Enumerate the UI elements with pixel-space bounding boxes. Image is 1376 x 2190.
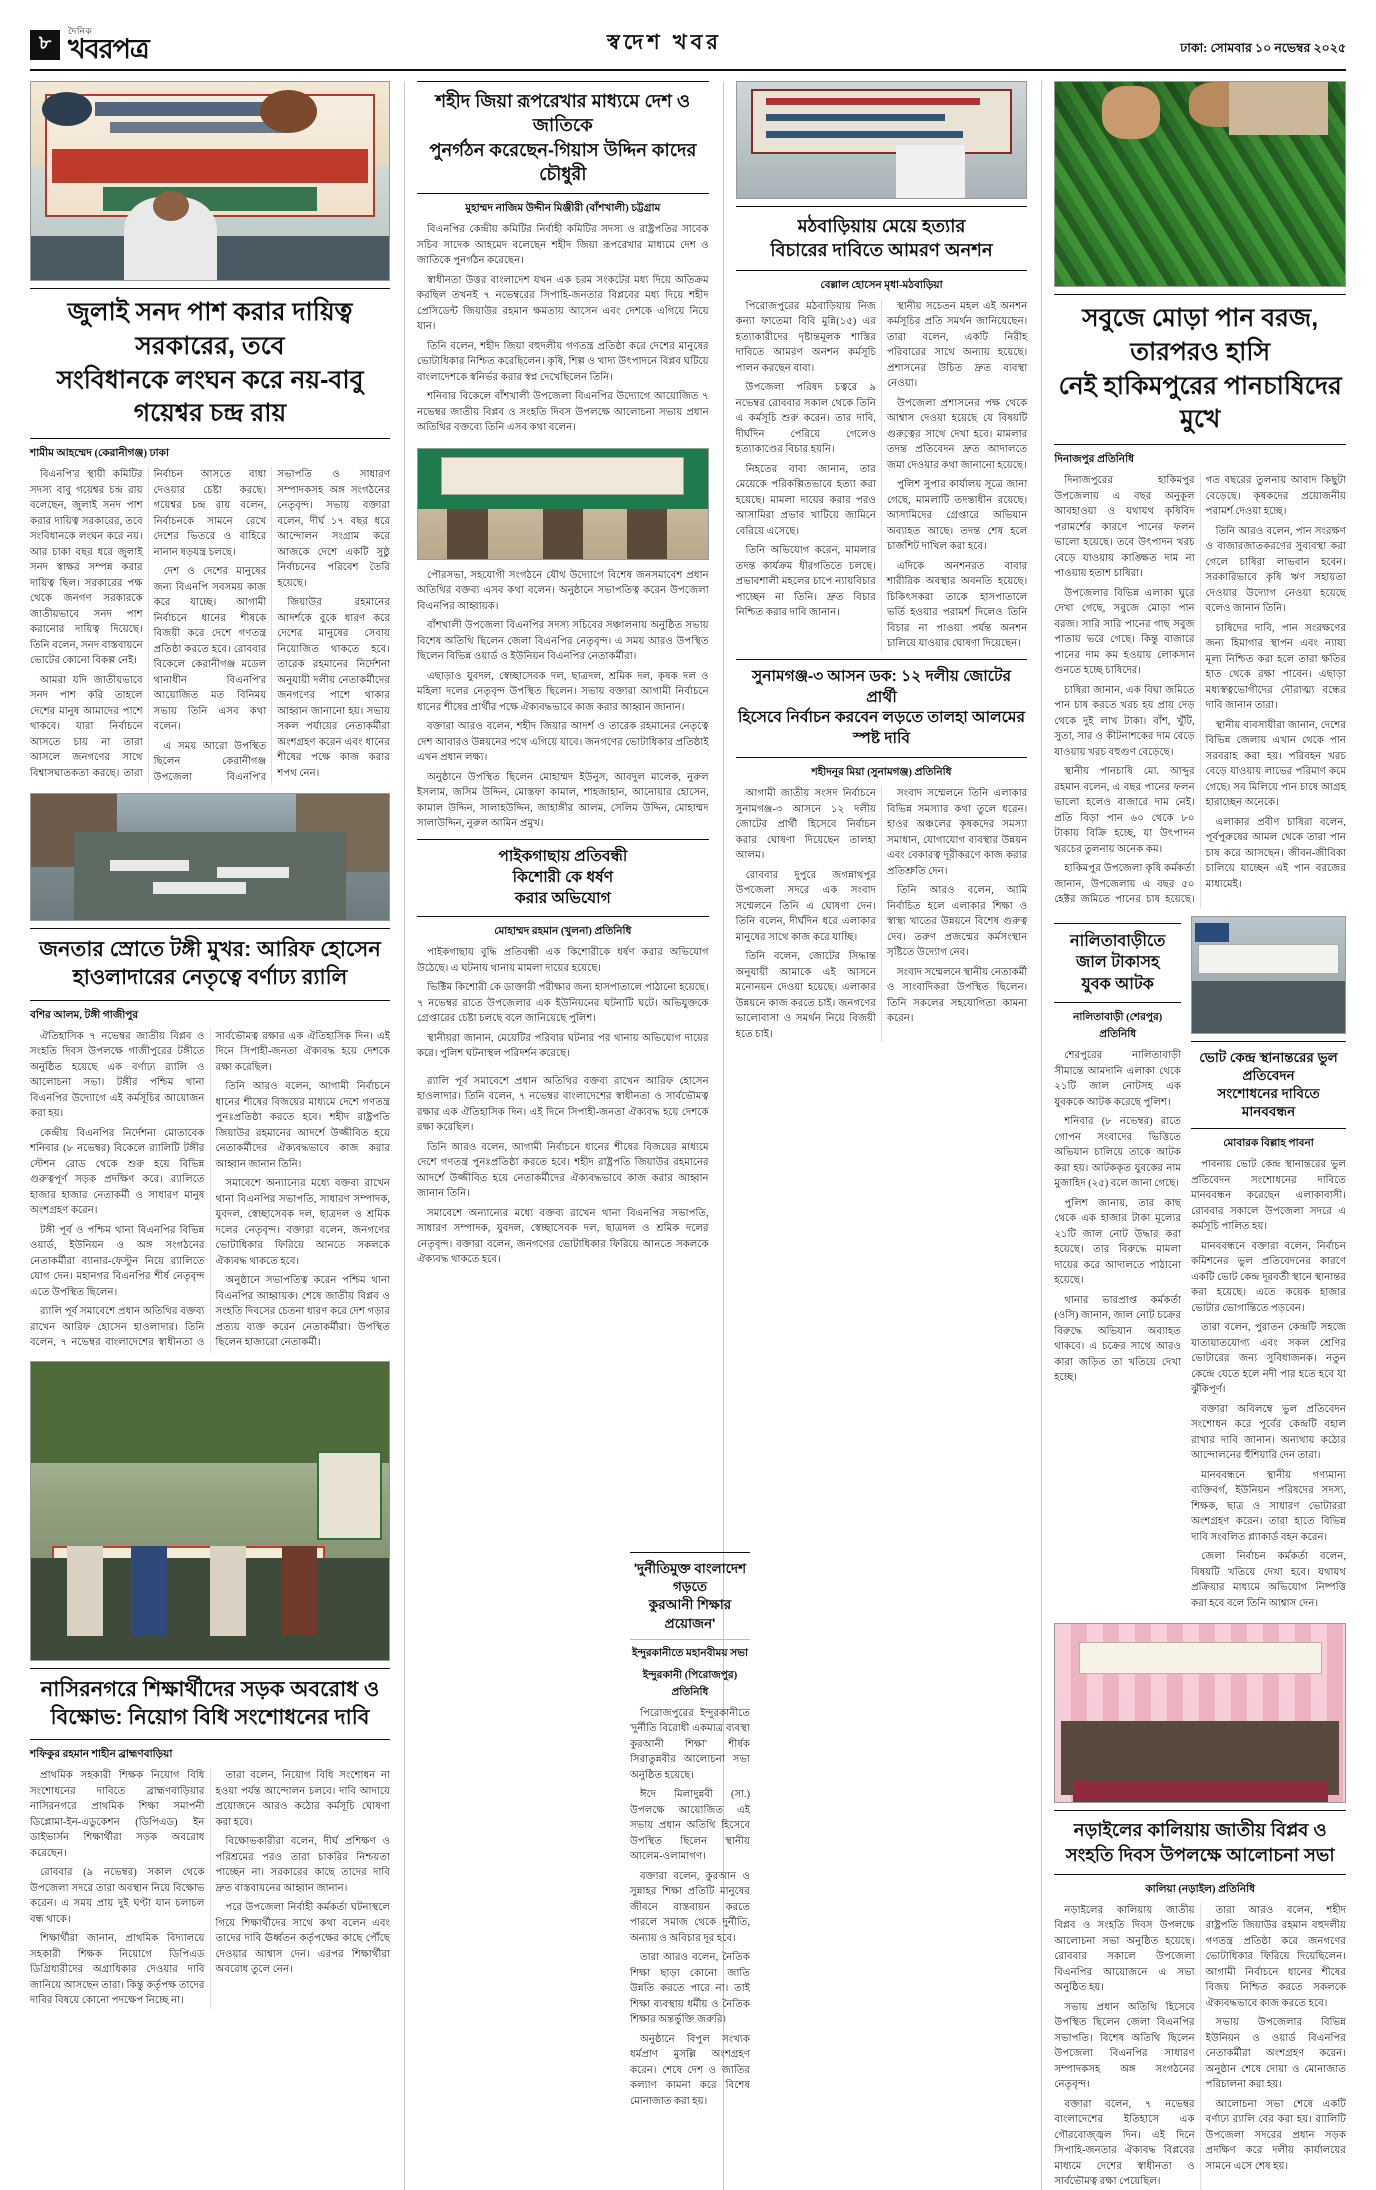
rally-body: ঐতিহাসিক ৭ নভেম্বর জাতীয় বিপ্লব ও সংহতি দিবস উপলক্ষে গাজীপুরের টঙ্গীতে অনুষ্ঠিত হয়েছে এক বর্ণাঢ্য র‌্যালি ও আলোচনা সভা। টঙ্গীর পশ্চিম থানা বিএনপির উদ্যোগে এই কর্মসূচির আয়োজন করা হয়। কেন্দ্রীয় বিএনপির নির্দেশনা মোতাবেক শনিবার (৮ নভেম্বর) বিকেলে র‌্যালিটি টঙ্গীর স্টেশন রোড থেকে শুরু হয়ে বিভিন্ন গুরুত্বপূর্ণ সড়ক প্রদক্ষিণ করে। র‌্যালিতে হাজার হাজার নেতাকর্মী ও সাধারণ মানুষ অংশগ্রহণ করেন। টঙ্গী পূর্ব ও পশ্চিম থানা বিএনপির বিভিন্ন ওয়ার্ড, ইউনিয়ন ও অঙ্গ সংগঠনের নেতাকর্মীরা ব্যানার-ফেস্টুন নিয়ে র‌্যালিতে যোগ দেন। মহানগর বিএনপির শীর্ষ নেতৃবৃন্দ এতে উপস্থিত ছিলেন। র‌্যালি পূর্ব সমাবেশে প্রধান অতিথির বক্তব্য রাখেন আরিফ হোসেন হাওলাদার। তিনি বলেন, ৭ নভেম্বর বাংলাদেশের স্বাধীনতা ও সার্বভৌমত্ব রক্ষার এক ঐতিহাসিক দিন। এই দিনে সিপাহী-জনতা ঐক্যবদ্ধ হয়ে দেশকে রক্ষা করেছিল। তিনি আরও বলেন, আগামী নির্বাচনে ধানের শীষের বিজয়ের মাধ্যমে দেশে গণতন্ত্র পুনঃপ্রতিষ্ঠা করতে হবে। শহীদ রাষ্ট্রপতি জিয়াউর রহমানের আদর্শে উজ্জীবিত হয়ে নেতাকর্মীদের ঐক্যবদ্ধভাবে কাজ করার আহ্বান জানান তিনি। সমাবেশে অন্যান্যের মধ্যে বক্তব্য রাখেন থানা বিএনপির সভাপতি, সাধারণ সম্পাদক, যুবদল, স্বেচ্ছাসেবক দল, ছাত্রদল ও শ্রমিক দলের নেতৃবৃন্দ। বক্তারা বলেন, জনগণের ভোটাধিকার ফিরিয়ে আনতে সকলকে ঐক্যবদ্ধ থাকতে হবে। অনুষ্ঠানে সভাপতিত্ব করেন পশ্চিম থানা বিএনপির আহ্বায়ক। শেষে জাতীয় বিপ্লব ও সংহতি দিবসের চেতনা ধারণ করে দেশ গড়ার প্রত্যয় ব্যক্ত করেন নেতাকর্মীরা। উপস্থিত ছিলেন হাজারো নেতাকর্মী। xyxy=(30,1030,390,1349)
dateline: ঢাকা: সোমবার ১০ নভেম্বর ২০২৫ xyxy=(1180,41,1346,55)
nasirnagar-body: প্রাথমিক সহকারী শিক্ষক নিয়োগ বিধি সংশোধনের দাবিতে ব্রাহ্মণবাড়িয়ার নাসিরনগরে প্রাথমিক শিক্ষা সমাপনী ডিপ্লোমা-ইন-এডুকেশন (ডিপিএড) ইন ডাইভার্সন শিক্ষার্থীরা সড়ক অবরোধ করেছেন। রোববার (৯ নভেম্বর) সকাল থেকে উপজেলা সদরে তারা অবস্থান নিয়ে বিক্ষোভ করেন। এ সময় প্রায় দুই ঘণ্টা যান চলাচল বন্ধ থাকে। শিক্ষার্থীরা জানান, প্রাথমিক বিদ্যালয়ে সহকারী শিক্ষক নিয়োগে ডিপিএড ডিগ্রিধারীদের অগ্রাধিকার দেওয়ার দাবি জানিয়ে আসছেন তারা। কিন্তু কর্তৃপক্ষ তাদের দাবির বিষয়ে কোনো পদক্ষেপ নিচ্ছে না। তারা বলেন, নিয়োগ বিধি সংশোধন না হওয়া পর্যন্ত আন্দোলন চলবে। দাবি আদায়ে প্রয়োজনে আরও কঠোর কর্মসূচি ঘোষণা করা হবে। বিক্ষোভকারীরা বলেন, দীর্ঘ প্রশিক্ষণ ও পরিশ্রমের পরও তারা চাকরির নিশ্চয়তা পাচ্ছেন না। সরকারের কাছে তাদের দাবি দ্রুত বাস্তবায়নের আহ্বান জানান। পরে উপজেলা নির্বাহী কর্মকর্তা ঘটনাস্থলে গিয়ে শিক্ষার্থীদের সাথে কথা বলেন এবং তাদের দাবি ঊর্ধ্বতন কর্তৃপক্ষের কাছে পৌঁছে দেওয়ার আশ্বাস দেন। এরপর শিক্ষার্থীরা অবরোধ তুলে নেন। xyxy=(30,1770,390,2007)
photo-notice-board xyxy=(736,81,1028,199)
narail-byline: কালিয়া (নড়াইল) প্রতিনিধি xyxy=(1145,1883,1255,1895)
zia-body-cont: পৌরসভা, সহযোগী সংগঠনে যৌথ উদ্যোগে বিশেষ জনসমাবেশ প্রধান অতিথির বক্তব্য এসব কথা বলেন। অনুষ্ঠানে সভাপতিত্ব করেন উপজেলা বিএনপির আহ্বায়ক। বাঁশখালী উপজেলা বিএনপির সদস্য সচিবের সঞ্চালনায় অনুষ্ঠিত সভায় বিশেষ অতিথি ছিলেন জেলা বিএনপির নেতৃবৃন্দ। এ সময় আরও উপস্থিত ছিলেন বিভিন্ন ওয়ার্ড ও ইউনিয়ন বিএনপির নেতাকর্মীরা। এছাড়াও যুবদল, স্বেচ্ছাসেবক দল, ছাত্রদল, শ্রমিক দল, কৃষক দল ও মহিলা দলের নেতৃবৃন্দ উপস্থিত ছিলেন। সভায় বক্তারা আগামী নির্বাচনে ধানের শীষের প্রার্থীর পক্ষে ঐক্যবদ্ধভাবে কাজ করার আহ্বান জানান। বক্তারা আরও বলেন, শহীদ জিয়ার আদর্শ ও তারেক রহমানের নেতৃত্বে দেশ আবারও উন্নয়নের পথে এগিয়ে যাবে। জনগণের ভোটাধিকার প্রতিষ্ঠাই এখন প্রধান লক্ষ্য। অনুষ্ঠানে উপস্থিত ছিলেন মোহাম্মদ ইউনুস, আবদুল মালেক, নুরুল ইসলাম, জসিম উদ্দিন, মোস্তফা কামাল, শাহজাহান, আনোয়ার হোসেন, কামাল উদ্দিন, সালাহউদ্দিন, জাহাঙ্গীর আলম, সেলিম উদ্দিন, মোহাম্মদ সালাউদ্দিন, নুরুল আমিন প্রমুখ। xyxy=(417,569,709,830)
eid-milad-article xyxy=(630,1545,750,2113)
vote-center-body: পাবনায় ভোট কেন্দ্র স্থানান্তরের ভুল প্রতিবেদন সংশোধনের দাবিতে মানববন্ধন করেছেন এলাকাবাসী। রোববার সকালে উপজেলা সদরে এ কর্মসূচি পালিত হয়। মানববন্ধনে বক্তারা বলেন, নির্বাচন কমিশনের ভুল প্রতিবেদনের কারণে একটি ভোট কেন্দ্র দূরবর্তী স্থানে স্থানান্তর করা হয়েছে। এতে কয়েক হাজার ভোটার ভোগান্তিতে পড়বেন। তারা বলেন, পুরাতন কেন্দ্রটি সহজে যাতায়াতযোগ্য এবং সকল শ্রেণির ভোটারের জন্য সুবিধাজনক। নতুন কেন্দ্রে যেতে হলে নদী পার হতে হবে যা ঝুঁকিপূর্ণ। বক্তারা অবিলম্বে ভুল প্রতিবেদন সংশোধন করে পূর্বের কেন্দ্রটি বহাল রাখার দাবি জানান। অন্যথায় কঠোর আন্দোলনের হুঁশিয়ারি দেন তারা। মানববন্ধনে স্থানীয় গণ্যমান্য ব্যক্তিবর্গ, ইউনিয়ন পরিষদের সদস্য, শিক্ষক, ছাত্র ও সাধারণ ভোটাররা অংশগ্রহণ করেন। তারা হাতে বিভিন্ন দাবি সংবলিত প্ল্যাকার্ড বহন করেন। জেলা নির্বাচন কর্মকর্তা বলেন, বিষয়টি খতিয়ে দেখা হবে। যথাযথ প্রক্রিয়ার মাধ্যমে অভিযোগ নিষ্পত্তি করা হবে বলে তিনি আশ্বাস দেন। xyxy=(1191,1159,1346,1609)
paikgacha-body-extra: র‌্যালি পূর্ব সমাবেশে প্রধান অতিথির বক্তব্য রাখেন আরিফ হোসেন হাওলাদার। তিনি বলেন, ৭ নভেম্বর বাংলাদেশের স্বাধীনতা ও সার্বভৌমত্ব রক্ষার এক ঐতিহাসিক দিন। এই দিনে সিপাহী-জনতা ঐক্যবদ্ধ হয়ে দেশকে রক্ষা করেছিল। তিনি আরও বলেন, আগামী নির্বাচনে ধানের শীষের বিজয়ের মাধ্যমে দেশে গণতন্ত্র পুনঃপ্রতিষ্ঠা করতে হবে। শহীদ রাষ্ট্রপতি জিয়াউর রহমানের আদর্শে উজ্জীবিত হয়ে নেতাকর্মীদের ঐক্যবদ্ধভাবে কাজ করার আহ্বান জানান তিনি। সমাবেশে অন্যান্যের মধ্যে বক্তব্য রাখেন থানা বিএনপির সভাপতি, সাধারণ সম্পাদক, যুবদল, স্বেচ্ছাসেবক দল, ছাত্রদল ও শ্রমিক দলের নেতৃবৃন্দ। বক্তারা বলেন, জনগণের ভোটাধিকার ফিরিয়ে আনতে সকলকে ঐক্যবদ্ধ থাকতে হবে। xyxy=(417,1075,709,1266)
mothbari-byline: বেল্লাল হোসেন মৃধা-মঠবাড়িয়া xyxy=(820,279,943,291)
paikgacha-headline: পাইকগাছায় প্রতিবন্ধী কিশোরী কে ধর্ষণ করার অভিযোগ xyxy=(498,847,628,907)
eid-milad-headline: 'দুর্নীতিমুক্ত বাংলাদেশ গড়তে কুরআনী শিক্ষার প্রয়োজন' xyxy=(633,1561,747,1631)
mothbari-headline: মঠবাড়িয়ায় মেয়ে হত্যার বিচারের দাবিতে আমরণ অনশন xyxy=(770,216,993,261)
pan-byline: দিনাজপুর প্রতিনিধি xyxy=(1054,454,1134,465)
nasirnagar-headline-line-1: নাসিরনগরে শিক্ষার্থীদের সড়ক অবরোধ ও xyxy=(40,1677,380,1701)
vote-center-byline: মোবারক বিল্লাহ পাবনা xyxy=(1223,1138,1314,1150)
vote-center-headline: ভোট কেন্দ্র স্থানান্তরের ভুল প্রতিবেদন সংশোধনের দাবিতে মানববন্ধন xyxy=(1199,1049,1338,1120)
page-number: ৮ xyxy=(30,30,60,60)
nasirnagar-headline xyxy=(30,1676,390,1733)
photo-tongi-rally xyxy=(30,793,390,921)
photo-manobbandhan xyxy=(1191,916,1346,1034)
rally-headline-line-1: জনতার স্রোতে টঙ্গী মুখর: আরিফ হোসেন xyxy=(39,938,381,961)
zia-headline-line-1: শহীদ জিয়া রূপরেখার মাধ্যমে দেশ ও জাতিকে xyxy=(435,91,691,136)
narail-body: নড়াইলের কালিয়ায় জাতীয় বিপ্লব ও সংহতি দিবস উপলক্ষে আলোচনা সভা অনুষ্ঠিত হয়েছে। রোববার সকালে উপজেলা বিএনপির আয়োজনে এ সভা অনুষ্ঠিত হয়। সভায় প্রধান অতিথি হিসেবে উপস্থিত ছিলেন জেলা বিএনপির সভাপতি। বিশেষ অতিথি ছিলেন উপজেলা বিএনপির সাধারণ সম্পাদকসহ অঙ্গ সংগঠনের নেতৃবৃন্দ। বক্তারা বলেন, ৭ নভেম্বর বাংলাদেশের ইতিহাসে এক গৌরবোজ্জ্বল দিন। এই দিনে সিপাহি-জনতার ঐক্যবদ্ধ বিপ্লবের মাধ্যমে দেশের স্বাধীনতা ও সার্বভৌমত্ব রক্ষা পেয়েছিল। তারা আরও বলেন, শহীদ রাষ্ট্রপতি জিয়াউর রহমান বহুদলীয় গণতন্ত্র প্রতিষ্ঠা করে জনগণের ভোটাধিকার ফিরিয়ে দিয়েছিলেন। আগামী নির্বাচনে ধানের শীষের বিজয় নিশ্চিত করতে সকলকে ঐক্যবদ্ধভাবে কাজ করতে হবে। সভায় উপজেলার বিভিন্ন ইউনিয়ন ও ওয়ার্ড বিএনপির নেতাকর্মীরা অংশগ্রহণ করেন। অনুষ্ঠান শেষে দোয়া ও মোনাজাত পরিচালনা করা হয়। আলোচনা সভা শেষে একটি বর্ণাঢ্য র‌্যালি বের করা হয়। র‌্যালিটি উপজেলা সদরের প্রধান সড়ক প্রদক্ষিণ করে দলীয় কার্যালয়ের সামনে এসে শেষ হয়। xyxy=(1054,1904,1346,2188)
nalitabari-byline: নালিতাবাড়ী (শেরপুর) প্রতিনিধি xyxy=(1073,1012,1163,1041)
sunamganj-byline: শহীদনূর মিয়া (সুনামগঞ্জ) প্রতিনিধি xyxy=(811,767,952,779)
nalitabari-and-photo xyxy=(1054,916,1346,1616)
photo-kaliya-meeting xyxy=(1054,1623,1346,1803)
eid-milad-body: পিরোজপুরের ইন্দুরকানীতে 'দুর্নীতি বিরোধী একমাত্র ব্যবস্থা কুরআনী শিক্ষা' শীর্ষক সিরাতুন্নবীর আলোচনা সভা অনুষ্ঠিত হয়েছে। ঈদে মিলাদুন্নবী (সা.) উপলক্ষে আয়োজিত এই সভায় প্রধান অতিথি হিসেবে উপস্থিত ছিলেন স্থানীয় আলেম-ওলামাগণ। বক্তারা বলেন, কুরআন ও সুন্নাহর শিক্ষা প্রতিটি মানুষের জীবনে বাস্তবায়ন করতে পারলে সমাজ থেকে দুর্নীতি, অন্যায় ও অবিচার দূর হবে। তারা আরও বলেন, নৈতিক শিক্ষা ছাড়া কোনো জাতি উন্নতি করতে পারে না। তাই শিক্ষা ব্যবস্থায় ধর্মীয় ও নৈতিক শিক্ষার অন্তর্ভুক্তি জরুরি। অনুষ্ঠানে বিপুল সংখ্যক ধর্মপ্রাণ মুসল্লি অংশগ্রহণ করেন। শেষে দেশ ও জাতির কল্যাণ কামনা করে বিশেষ মোনাজাত করা হয়। xyxy=(630,1707,750,2107)
masthead-left xyxy=(30,27,149,63)
sunamganj-headline: সুনামগঞ্জ-৩ আসন ডক: ১২ দলীয় জোটের প্রার্থী হিসেবে নির্বাচন করবেন লড়তে তালহা আলমের স্পষ্ট দাবি xyxy=(737,667,1026,748)
nalitabari-headline: নালিতাবাড়ীতে জাল টাকাসহ যুবক আটক xyxy=(1070,932,1166,993)
pan-body: দিনাজপুরের হাকিমপুর উপজেলায় এ বছর অনুকূল আবহাওয়া ও যথাযথ কৃষিবিদ পরামর্শের কারণে পানের ফলন ভালো হয়েছে। তবে উৎপাদন খরচ বেড়ে যাওয়ায় কাঙ্ক্ষিত দাম না পাওয়ায় হতাশ চাষিরা। উপজেলার বিভিন্ন এলাকা ঘুরে দেখা গেছে, সবুজে মোড়া পান বরজ। সারি সারি পানের গাছ সবুজ পাতায় ভরে গেছে। কিন্তু বাজারে পানের দাম কম হওয়ায় লোকসান গুনতে হচ্ছে চাষিদের। চাষিরা জানান, এক বিঘা জমিতে পান চাষ করতে খরচ হয় প্রায় দেড় থেকে দুই লাখ টাকা। বাঁশ, খুঁটি, সুতা, সার ও কীটনাশকের দাম বেড়ে যাওয়ায় খরচ বহুগুণ বেড়েছে। স্থানীয় পানচাষি মো. আব্দুর রহমান বলেন, এ বছর পানের ফলন ভালো হলেও বাজারে দাম নেই। প্রতি বিড়া পান ৬০ থেকে ৮০ টাকায় বিক্রি হচ্ছে, যা উৎপাদন খরচের তুলনায় অনেক কম। হাকিমপুর উপজেলা কৃষি কর্মকর্তা জানান, উপজেলায় এ বছর ৫০ হেক্টর জমিতে পানের চাষ হয়েছে। গত বছরের তুলনায় আবাদ কিছুটা বেড়েছে। কৃষকদের প্রয়োজনীয় পরামর্শ দেওয়া হচ্ছে। তিনি আরও বলেন, পান সংরক্ষণ ও বাজারজাতকরণের সুব্যবস্থা করা গেলে চাষিরা লাভবান হবেন। সরকারিভাবে কৃষি ঋণ সহায়তা দেওয়ার উদ্যোগ নেওয়া হয়েছে বলেও জানান তিনি। চাষিদের দাবি, পান সংরক্ষণের জন্য হিমাগার স্থাপন এবং ন্যায্য মূল্য নিশ্চিত করা হলে তারা ক্ষতির হাত থেকে রক্ষা পাবেন। এছাড়া মধ্যস্বত্বভোগীদের দৌরাত্ম্য বন্ধের দাবি জানান তারা। স্থানীয় ব্যবসায়ীরা জানান, দেশের বিভিন্ন জেলায় এখান থেকে পান সরবরাহ করা হয়। পরিবহন খরচ বেড়ে যাওয়ায় লাভের পরিমাণ কমে গেছে। সব মিলিয়ে পান চাষে আগ্রহ হারাচ্ছেন অনেকে। এলাকার প্রবীণ চাষিরা বলেন, পূর্বপুরুষের আমল থেকে তারা পান চাষ করে আসছেন। জীবন-জীবিকা চালিয়ে যাচ্ছেন এই পান বরজের মাধ্যমেই। xyxy=(1054,475,1346,905)
lead-byline: শামীম আহম্মেদ (কেরানীগঞ্জ) ঢাকা xyxy=(30,448,170,459)
paikgacha-byline: মোহাম্মদ রহমান (খুলনা) প্রতিনিধি xyxy=(494,926,632,938)
rally-headline-line-2: হাওলাদারের নেতৃত্বে বর্ণাঢ্য র‌্যালি xyxy=(72,966,348,990)
narail-headline: নড়াইলের কালিয়ায় জাতীয় বিপ্লব ও সংহতি দিবস উপলক্ষে আলোচনা সভা xyxy=(1065,1820,1335,1865)
nalitabari-body: শেরপুরের নালিতাবাড়ী সীমান্তে আমদানি এলাকা থেকে ২১টি জাল নোটসহ এক যুবককে আটক করেছে পুলিশ। শনিবার (৮ নভেম্বর) রাতে গোপন সংবাদের ভিত্তিতে অভিযান চালিয়ে তাকে আটক করা হয়। আটককৃত যুবকের নাম মুজাহিদ (২৫) বলে জানা গেছে। পুলিশ জানায়, তার কাছ থেকে এক হাজার টাকা মূল্যের ২১টি জাল নোট উদ্ধার করা হয়েছে। তার বিরুদ্ধে মামলা দায়ের করে আদালতে পাঠানো হয়েছে। থানার ভারপ্রাপ্ত কর্মকর্তা (ওসি) জানান, জাল নোট চক্রের বিরুদ্ধে অভিযান অব্যাহত থাকবে। এ চক্রের সাথে আরও কারা জড়িত তা খতিয়ে দেখা হচ্ছে। xyxy=(1054,1050,1182,1384)
rally-byline: বশির আলম, টঙ্গী গাজীপুর xyxy=(30,1009,139,1021)
nasirnagar-byline: শফিকুর রহমান শাহীন ব্রাহ্মণবাড়িয়া xyxy=(30,1749,173,1761)
lead-headline xyxy=(30,296,390,431)
paper-logo xyxy=(68,27,149,63)
pan-headline: সবুজে মোড়া পান বরজ, তারপরও হাসি নেই হাকিমপুরের পানচাষিদের মুখে xyxy=(1058,304,1342,434)
photo-banshkhali-meeting xyxy=(417,448,709,560)
section-title: স্বদেশ খবর xyxy=(606,30,722,54)
column-1 xyxy=(30,81,390,2190)
nalitabari-article xyxy=(1054,916,1181,1616)
lead-body: বিএনপি'র স্থায়ী কমিটির সদস্য বাবু গয়েশ্বর চন্দ্র রায় বলেছেন, জুলাই সনদ পাশ করার দায়িত্ব সরকারের, তবে সংবিধানকে লংঘন করে নয়। আর চাকা বছর ধরে জুলাই সনদ স্বাক্ষর সম্পন্ন করার দায়িত্ব ছিল। সরকারের পক্ষ থেকে জনগণ সরকারকে জাতীয়ভাবে সনদ পাশ করানোর দায়িত্ব দিয়েছে। তিনি বলেন, সনদ বাস্তবায়নে ভোটের কোনো বিকল্প নেই। আমরা যদি জাতীয়ভাবে সনদ পাশ করি তাহলে দেশের মানুষ আমাদের পাশে থাকবে। যারা নির্বাচনে আসতে চায় না তারা আসলে জনগণের সাথে বিশ্বাসঘাতকতা করছে। তারা নির্বাচন আসতে বাধা দেওয়ার চেষ্টা করছে। গয়েশ্বর চন্দ্র রায় বলেন, নির্বাচনকে সামনে রেখে দেশের ভিতরে ও বাহিরে নানান ষড়যন্ত্র চলছে। দেশ ও দেশের মানুষের জন্য বিএনপি সবসময় কাজ করে যাচ্ছে। আগামী নির্বাচনে ধানের শীষকে বিজয়ী করে দেশে গণতন্ত্র প্রতিষ্ঠা করতে হবে। রোববার বিকেলে কেরানীগঞ্জ মডেল থানাধীন বিএনপি'র আয়োজিত মত বিনিময় সভায় তিনি এসব কথা বলেন। এ সময় আরো উপস্থিত ছিলেন কেরানীগঞ্জ উপজেলা বিএনপি'র সভাপতি ও সাধারণ সম্পাদকসহ অঙ্গ সংগঠনের নেতৃবৃন্দ। সভায় বক্তারা বলেন, দীর্ঘ ১৭ বছর ধরে আন্দোলন সংগ্রাম করে আজকে দেশে একটি সুষ্ঠু নির্বাচনের পরিবেশ তৈরি হয়েছে। জিয়াউর রহমানের আদর্শকে বুকে ধারণ করে দেশের মানুষের সেবায় নিয়োজিত থাকতে হবে। তারেক রহমানের নির্দেশনা অনুযায়ী দলীয় নেতাকর্মীদের জনগণের পাশে থাকার আহ্বান জানানো হয়। সভায় সকল পর্যায়ের নেতাকর্মীরা অংশগ্রহণ করেন এবং ধানের শীষের পক্ষে কাজ করার শপথ নেন। xyxy=(30,469,390,783)
zia-body: বিএনপির কেন্দ্রীয় কমিটির নির্বাহী কমিটির সদস্য ও রাষ্ট্রপতির সাবেক সচিব সাদেক আহমেদ বলেছেন শহীদ জিয়া রূপরেখার মাধ্যমে দেশ ও জাতিকে পুনর্গঠন করেছেন। স্বাধীনতা উত্তর বাংলাদেশ যখন এক চরম সংকটের মধ্য দিয়ে অতিক্রম করছিল তখনই ৭ নভেম্বরের সিপাহি-জনতার বিপ্লবের মধ্য দিয়ে শহীদ প্রেসিডেন্ট জিয়াউর রহমান ক্ষমতায় আসেন এবং দেশকে এগিয়ে নিয়ে যান। তিনি বলেন, শহীদ জিয়া বহুদলীয় গণতন্ত্র প্রতিষ্ঠা করে দেশের মানুষের ভোটাধিকার নিশ্চিত করেছিলেন। কৃষি, শিল্প ও খাদ্য উৎপাদনে বিপ্লব ঘটিয়ে বাংলাদেশকে স্বনির্ভর করার স্বপ্ন দেখেছিলেন তিনি। শনিবার বিকেলে বাঁশখালী উপজেলা বিএনপির উদ্যোগে আয়োজিত ৭ নভেম্বর জাতীয় বিপ্লব ও সংহতি দিবস উপলক্ষে আলোচনা সভায় প্রধান অতিথির বক্তব্যে তিনি এসব কথা বলেন। xyxy=(417,224,709,434)
zia-headline xyxy=(417,89,709,186)
eid-milad-byline: ইন্দুরকানী (পিরোজপুর) প্রতিনিধি xyxy=(642,1669,738,1698)
photo-gayeshwar-meeting xyxy=(30,81,390,281)
column-3 xyxy=(723,81,1028,2190)
masthead xyxy=(30,26,1346,71)
lead-headline-line-2: সংবিধানকে লংঘন করে নয়-বাবু গয়েশ্বর চন্দ্র রায় xyxy=(56,365,364,428)
eid-milad-subhead: ইন্দুরকানীতে মহানবীময় সভা xyxy=(632,1647,748,1659)
column-4 xyxy=(1041,81,1346,2190)
lead-headline-line-1: জুলাই সনদ পাশ করার দায়িত্ব সরকারের, তবে xyxy=(67,298,353,360)
manobbandhan-block xyxy=(1191,916,1346,1616)
paper-kicker: দৈনিক xyxy=(68,26,93,36)
sunamganj-body: আগামী জাতীয় সংসদ নির্বাচনে সুনামগঞ্জ-৩ আসনে ১২ দলীয় জোটের প্রার্থী হিসেবে নির্বাচন করার ঘোষণা দিয়েছেন তালহা আলম। রোববার দুপুরে জগন্নাথপুর উপজেলা সদরে এক সংবাদ সম্মেলনে তিনি এ ঘোষণা দেন। তিনি বলেন, দীর্ঘদিন ধরে এলাকার মানুষের সাথে কাজ করে যাচ্ছি। তিনি বলেন, জোটের সিদ্ধান্ত অনুযায়ী আমাকে এই আসনে মনোনয়ন দেওয়া হয়েছে। এলাকার উন্নয়নে কাজ করতে চাই। জনগণের ভালোবাসা ও সমর্থন নিয়ে বিজয়ী হতে চাই। সংবাদ সম্মেলনে তিনি এলাকার বিভিন্ন সমস্যার কথা তুলে ধরেন। হাওর অঞ্চলের কৃষকদের সমস্যা সমাধান, যোগাযোগ ব্যবস্থার উন্নয়ন এবং বেকারত্ব দূরীকরণে কাজ করার প্রতিশ্রুতি দেন। তিনি আরও বলেন, আমি নির্বাচিত হলে এলাকার শিক্ষা ও স্বাস্থ্য খাতের উন্নয়নে বিশেষ গুরুত্ব দেব। তরুণ প্রজন্মের কর্মসংস্থান সৃষ্টিতে উদ্যোগ নেব। সংবাদ সম্মেলনে স্থানীয় নেতাকর্মী ও সাংবাদিকরা উপস্থিত ছিলেন। তিনি সকলের সহযোগিতা কামনা করেন। xyxy=(735,788,1028,1040)
zia-headline-line-2: পুনর্গঠন করেছেন-গিয়াস উদ্দিন কাদের চৌধুরী xyxy=(429,139,697,184)
photo-nasirnagar-protest xyxy=(30,1361,390,1661)
nasirnagar-headline-line-2: বিক্ষোভ: নিয়োগ বিধি সংশোধনের দাবি xyxy=(50,1706,370,1730)
zia-byline: মুহাম্মদ নাজিম উদ্দীন মিঞ্জীরী (বাঁশখালী) চট্টগ্রাম xyxy=(465,203,661,215)
paikgacha-body: পাইকগাছায় বুদ্ধি প্রতিবন্ধী এক কিশোরীকে ধর্ষণ করার অভিযোগ উঠেছে। এ ঘটনায় থানায় মামলা দায়ের হয়েছে। ভিক্টিম কিশোরী কে ডাক্তারী পরীক্ষার জন্য হাসপাতালে পাঠানো হয়েছে। ৭ নভেম্বর রাতে উপজেলার এক ইউনিয়নের ঘটনাটি ঘটে। অভিযুক্তকে গ্রেপ্তারের চেষ্টা চলছে বলে জানিয়েছে পুলিশ। স্থানীয়রা জানান, মেয়েটির পরিবার ঘটনার পর থানায় অভিযোগ দায়ের করে। পুলিশ ঘটনাস্থল পরিদর্শন করেছে। xyxy=(417,947,709,1060)
mothbari-body: পিরোজপুরের মঠবাড়িয়ায় নিজ কন্যা ফাতেমা বিবি মুন্নি(১৫) এর হত্যাকারীদের দৃষ্টান্তমূলক শাস্তির দাবিতে আমরণ অনশন কর্মসূচি পালন করছেন বাবা। উপজেলা পরিষদ চত্বরে ৯ নভেম্বর রোববার সকাল থেকে তিনি এ কর্মসূচি শুরু করেন। তার দাবি, দীর্ঘদিন পেরিয়ে গেলেও হত্যাকাণ্ডের বিচার হয়নি। নিহতের বাবা জানান, তার মেয়েকে পরিকল্পিতভাবে হত্যা করা হয়েছে। মামলা দায়ের করার পরও আসামিরা প্রভাব খাটিয়ে জামিনে বেরিয়ে এসেছে। তিনি অভিযোগ করেন, মামলার তদন্ত কার্যক্রম ধীরগতিতে চলছে। প্রভাবশালী মহলের চাপে ন্যায়বিচার পাচ্ছেন না তিনি। দ্রুত বিচার নিশ্চিত করার দাবি জানান। স্থানীয় সচেতন মহল এই অনশন কর্মসূচির প্রতি সমর্থন জানিয়েছেন। তারা বলেন, একটি নিরীহ পরিবারের সাথে অন্যায় হয়েছে। প্রশাসনের উচিত দ্রুত ব্যবস্থা নেওয়া। উপজেলা প্রশাসনের পক্ষ থেকে আশ্বাস দেওয়া হয়েছে যে বিষয়টি গুরুত্বের সাথে দেখা হবে। মামলার তদন্ত প্রতিবেদন দ্রুত আদালতে জমা দেওয়ার কথা জানানো হয়েছে। পুলিশ সুপার কার্যালয় সূত্রে জানা গেছে, মামলাটি তদন্তাধীন রয়েছে। আসামিদের গ্রেপ্তারে অভিযান অব্যাহত আছে। তদন্ত শেষ হলে চার্জশিট দাখিল করা হবে। এদিকে অনশনরত বাবার শারীরিক অবস্থার অবনতি হয়েছে। চিকিৎসকরা তাকে হাসপাতালে ভর্তি হওয়ার পরামর্শ দিলেও তিনি বিচার না পাওয়া পর্যন্ত অনশন চালিয়ে যাওয়ার ঘোষণা দিয়েছেন। xyxy=(735,300,1028,650)
rally-headline xyxy=(30,936,390,993)
paper-name: খবরপত্র xyxy=(68,34,149,64)
photo-pan-borj xyxy=(1054,81,1346,287)
